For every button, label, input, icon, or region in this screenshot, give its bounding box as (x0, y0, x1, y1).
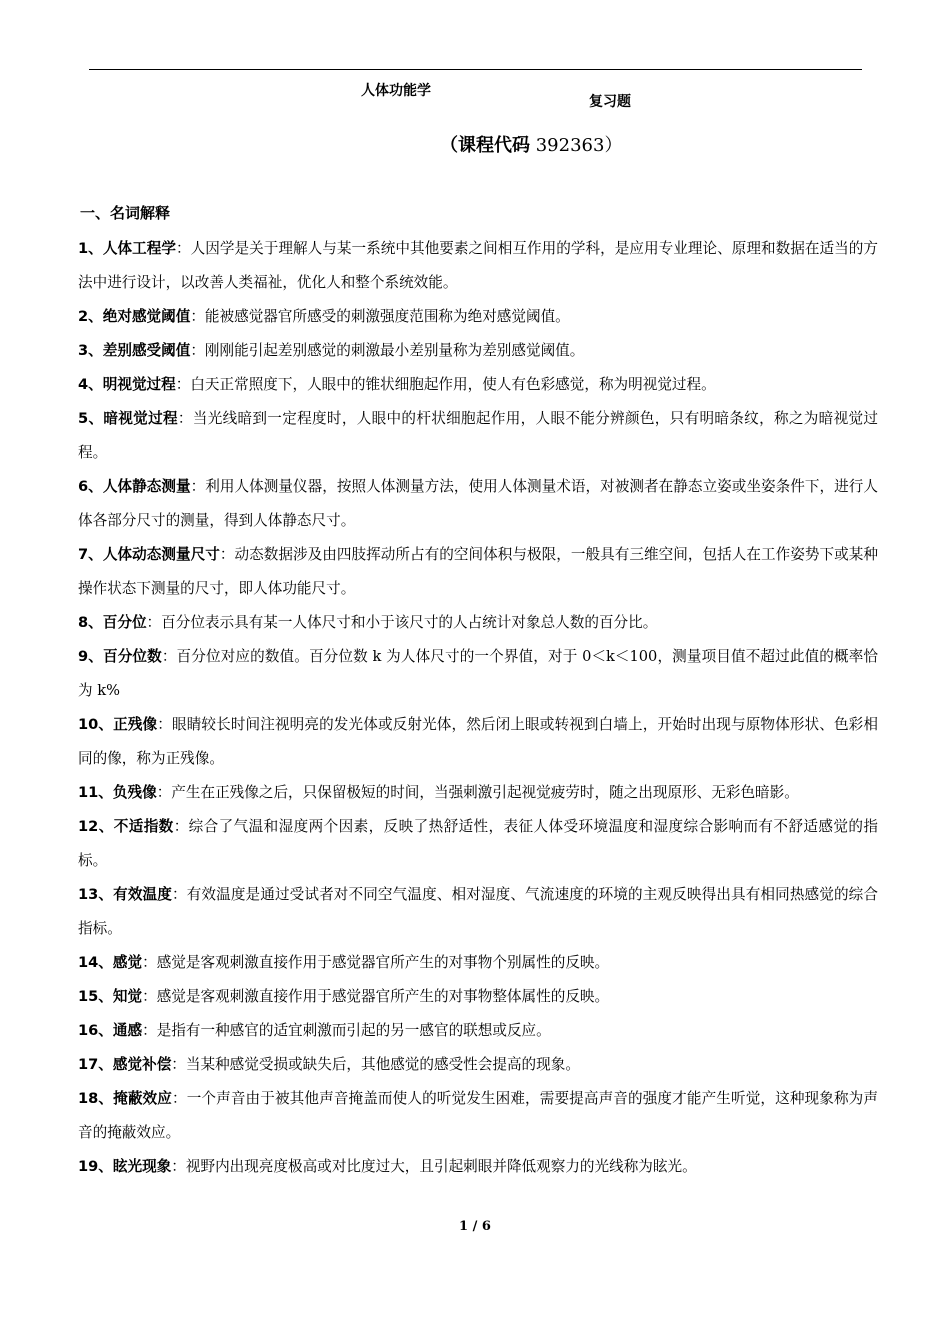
term-entry (78, 232, 878, 300)
term-label (78, 308, 190, 325)
term-definition: ：动态数据涉及由四肢挥动所占有的空间体积与极限，一般具有三维空间，包括人在工作姿势下或某种操作状态下测量的尺寸，即人体功能尺寸。 (78, 546, 878, 597)
page-number: 1 / 6 (459, 1219, 491, 1234)
term-number: 6、 (78, 478, 103, 495)
term-entry (78, 470, 878, 538)
term-label (78, 1158, 171, 1175)
term-entry (78, 1082, 878, 1150)
term-name: 百分位 (102, 614, 147, 631)
term-definition: ：百分位对应的数值。百分位数 k 为人体尺寸的一个界值，对于 0＜k＜100，测量项目值不超过此值的概率恰为 k% (78, 648, 878, 699)
term-definition: ：能被感觉器官所感受的刺激强度范围称为绝对感觉阈值。 (190, 308, 570, 325)
term-number: 15、 (78, 988, 113, 1005)
term-definition: ：感觉是客观刺激直接作用于感觉器官所产生的对事物整体属性的反映。 (142, 988, 610, 1005)
term-name: 暗视觉过程 (103, 410, 178, 427)
term-number: 1、 (78, 240, 103, 257)
course-code-value: 392363） (535, 135, 623, 156)
term-number: 19、 (78, 1158, 113, 1175)
term-label (78, 410, 178, 427)
term-definition: ：利用人体测量仪器，按照人体测量方法，使用人体测量术语，对被测者在静态立姿或坐姿条件下，进行人体各部分尺寸的测量，得到人体静态尺寸。 (78, 478, 878, 529)
term-number: 7、 (78, 546, 103, 563)
term-number: 9、 (78, 648, 103, 665)
term-label (78, 1022, 142, 1039)
term-definition: ：是指有一种感官的适宜刺激而引起的另一感官的联想或反应。 (142, 1022, 551, 1039)
term-definition: ：感觉是客观刺激直接作用于感觉器官所产生的对事物个别属性的反映。 (142, 954, 610, 971)
term-label (78, 376, 176, 393)
term-number: 16、 (78, 1022, 113, 1039)
term-definition: ：人因学是关于理解人与某一系统中其他要素之间相互作用的学科，是应用专业理论、原理和数据在适当的方法中进行设计，以改善人类福祉，优化人和整个系统效能。 (78, 240, 878, 291)
term-number: 11、 (78, 784, 113, 801)
term-label (78, 818, 174, 835)
term-number: 4、 (78, 376, 103, 393)
term-label (78, 240, 176, 257)
term-definition: ：一个声音由于被其他声音掩盖而使人的听觉发生困难，需要提高声音的强度才能产生听觉，这种现象称为声音的掩蔽效应。 (78, 1090, 878, 1141)
term-entry (78, 334, 878, 368)
course-code-label: （课程代码 (440, 135, 530, 156)
term-name: 负残像 (112, 784, 157, 801)
term-entry (78, 606, 878, 640)
term-number: 10、 (78, 716, 114, 733)
term-entry (78, 368, 878, 402)
term-entry (78, 640, 878, 708)
term-definition: ：当某种感觉受损或缺失后，其他感觉的感受性会提高的现象。 (171, 1056, 580, 1073)
header-rule (89, 69, 862, 70)
term-label (78, 954, 142, 971)
term-label (78, 342, 190, 359)
term-number: 18、 (78, 1090, 114, 1107)
term-name: 眩光现象 (112, 1158, 172, 1175)
term-entry (78, 810, 878, 878)
term-name: 人体动态测量尺寸 (102, 546, 220, 563)
term-number: 14、 (78, 954, 113, 971)
term-name: 人体工程学 (102, 240, 176, 257)
term-name: 掩蔽效应 (113, 1090, 172, 1107)
term-entry (78, 1014, 878, 1048)
term-label (78, 614, 147, 631)
term-entry (78, 946, 878, 980)
term-entry (78, 402, 878, 470)
term-label (78, 648, 162, 665)
term-list (78, 232, 878, 1184)
term-entry (78, 776, 878, 810)
term-entry (78, 1048, 878, 1082)
term-name: 百分位数 (102, 648, 162, 665)
term-label (78, 988, 142, 1005)
term-number: 17、 (78, 1056, 113, 1073)
term-label (78, 478, 191, 495)
term-label (78, 546, 220, 563)
term-definition: ：百分位表示具有某一人体尺寸和小于该尺寸的人占统计对象总人数的百分比。 (146, 614, 658, 631)
term-name: 知觉 (112, 988, 143, 1005)
term-definition: ：刚刚能引起差别感觉的刺激最小差别量称为差别感觉阈值。 (190, 342, 585, 359)
term-number: 3、 (78, 342, 103, 359)
term-entry (78, 878, 878, 946)
term-number: 8、 (78, 614, 103, 631)
term-number: 5、 (78, 410, 104, 427)
term-label (78, 716, 157, 733)
term-number: 13、 (78, 886, 114, 903)
term-name: 通感 (112, 1022, 143, 1039)
term-name: 绝对感觉阈值 (102, 308, 191, 325)
term-name: 差别感受阈值 (102, 342, 191, 359)
term-label (78, 886, 172, 903)
subject-title: 人体功能学 (361, 83, 431, 99)
term-entry (78, 980, 878, 1014)
course-code (440, 131, 622, 157)
doc-type-title: 复习题 (589, 94, 631, 110)
term-name: 人体静态测量 (102, 478, 191, 495)
term-name: 感觉 (112, 954, 143, 971)
term-name: 明视觉过程 (102, 376, 176, 393)
term-name: 正残像 (113, 716, 158, 733)
section-title: 一、名词解释 (80, 204, 171, 222)
term-name: 有效温度 (113, 886, 172, 903)
term-definition: ：有效温度是通过受试者对不同空气温度、相对湿度、气流速度的环境的主观反映得出具有相同热感觉的综合指标。 (78, 886, 878, 937)
term-name: 不适指数 (113, 818, 174, 835)
term-label (78, 784, 157, 801)
term-number: 12、 (78, 818, 114, 835)
term-label (78, 1056, 171, 1073)
term-definition: ：综合了气温和湿度两个因素，反映了热舒适性，表征人体受环境温度和湿度综合影响而有不舒适感觉的指标。 (78, 818, 878, 869)
term-definition: ：眼睛较长时间注视明亮的发光体或反射光体，然后闭上眼或转视到白墙上，开始时出现与原物体形状、色彩相同的像，称为正残像。 (78, 716, 878, 767)
term-definition: ：视野内出现亮度极高或对比度过大，且引起刺眼并降低观察力的光线称为眩光。 (171, 1158, 697, 1175)
term-definition: ：白天正常照度下，人眼中的锥状细胞起作用，使人有色彩感觉，称为明视觉过程。 (175, 376, 716, 393)
term-label (78, 1090, 172, 1107)
term-entry (78, 538, 878, 606)
term-name: 感觉补偿 (112, 1056, 172, 1073)
term-entry (78, 300, 878, 334)
term-number: 2、 (78, 308, 103, 325)
term-definition: ：产生在正残像之后，只保留极短的时间，当强刺激引起视觉疲劳时，随之出现原形、无彩色暗影。 (156, 784, 799, 801)
term-entry (78, 1150, 878, 1184)
term-entry (78, 708, 878, 776)
term-definition: ：当光线暗到一定程度时，人眼中的杆状细胞起作用，人眼不能分辨颜色，只有明暗条纹，称之为暗视觉过程。 (78, 410, 878, 461)
